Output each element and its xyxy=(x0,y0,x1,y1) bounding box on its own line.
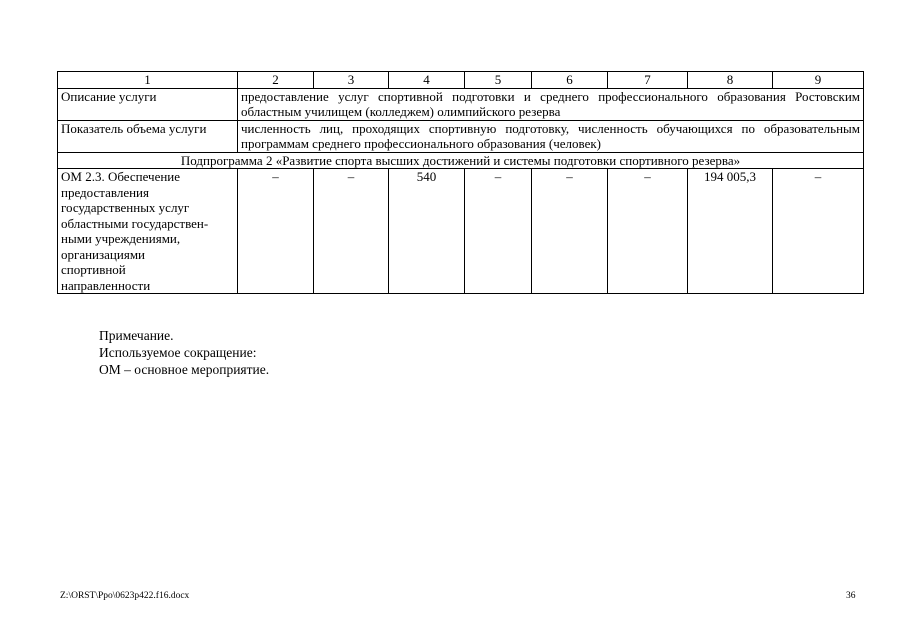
header-cell: 6 xyxy=(532,72,608,89)
footer-page-number: 36 xyxy=(846,591,856,601)
om-value: 194 005,3 xyxy=(688,169,773,294)
header-cell: 5 xyxy=(465,72,532,89)
subprogram-title: Подпрограмма 2 «Развитие спорта высших достижений и системы подготовки спортивного резерва» xyxy=(58,152,864,169)
note-abbr-heading: Используемое сокращение: xyxy=(99,345,257,360)
service-description-label: Описание услуги xyxy=(58,88,238,120)
header-row xyxy=(58,72,864,89)
om-value: – xyxy=(465,169,532,294)
service-description-text: предоставление услуг спортивной подготовки и среднего профессионального образования Ростовским областным училищем (колледжем) олимпийского резерва xyxy=(238,88,864,120)
header-cell: 2 xyxy=(238,72,314,89)
om-value: – xyxy=(238,169,314,294)
om-value: – xyxy=(773,169,864,294)
volume-indicator-label: Показатель объема услуги xyxy=(58,120,238,152)
header-cell: 1 xyxy=(58,72,238,89)
om-value: 540 xyxy=(389,169,465,294)
subprogram-row xyxy=(58,152,864,169)
footer-file-path: Z:\ORST\Ppo\0623p422.f16.docx xyxy=(60,591,190,601)
volume-indicator-row xyxy=(58,120,864,152)
om-row xyxy=(58,169,864,294)
om-value: – xyxy=(314,169,389,294)
header-cell: 3 xyxy=(314,72,389,89)
note-title: Примечание. xyxy=(99,328,174,343)
header-cell: 7 xyxy=(608,72,688,89)
volume-indicator-text: численность лиц, проходящих спортивную подготовку, численность обучающихся по образовательным программам среднего профессионального образования (человек) xyxy=(238,120,864,152)
note-block xyxy=(99,328,269,379)
data-table xyxy=(57,71,864,294)
om-value: – xyxy=(608,169,688,294)
header-cell: 9 xyxy=(773,72,864,89)
om-name: ОМ 2.3. Обеспечение предоставления государственных услуг областными государствен- ными учреждениями, организациями спортивной направленности xyxy=(58,169,238,294)
header-cell: 8 xyxy=(688,72,773,89)
om-value: – xyxy=(532,169,608,294)
header-cell: 4 xyxy=(389,72,465,89)
note-abbr: ОМ – основное мероприятие. xyxy=(99,362,270,377)
service-description-row xyxy=(58,88,864,120)
